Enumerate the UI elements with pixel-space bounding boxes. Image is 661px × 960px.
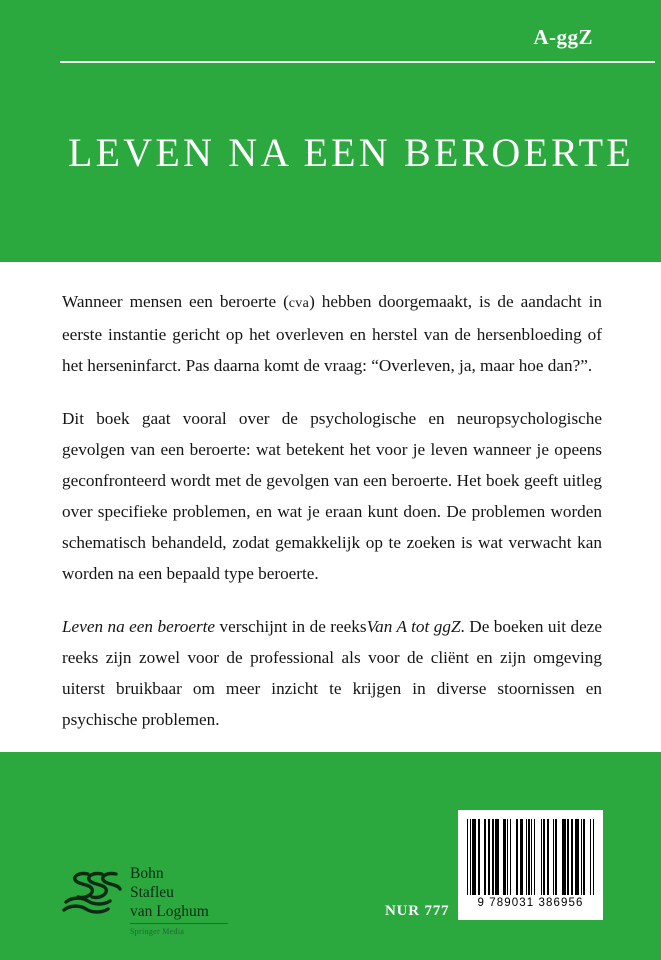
blurb-text-block <box>62 286 602 735</box>
blurb-p3-book-title: Leven na een beroerte <box>62 617 216 636</box>
series-label: A-ggZ <box>533 25 593 49</box>
blurb-paragraph-1 <box>62 286 602 381</box>
nur-code: NUR 777 <box>385 903 450 919</box>
publisher-name-line-3: van Loghum <box>130 903 209 920</box>
blurb-p1-part-b: ) hebben doorgemaakt, is de aandacht in eerste instantie gericht op het overleven en herstel van de hersenbloeding of het herseninfarct. Pas daarna komt de vraag: “Overleven, ja, maar hoe dan?”. <box>62 292 602 375</box>
blurb-p3-series-name: Van A tot ggZ <box>366 617 461 636</box>
blurb-p1-part-a: Wanneer mensen een beroerte ( <box>62 292 289 311</box>
publisher-name-line-2: Stafleu <box>130 884 174 901</box>
barcode-bars <box>467 819 594 895</box>
footer-area <box>0 752 661 960</box>
blurb-paragraph-3 <box>62 611 602 735</box>
publisher-name-line-1: Bohn <box>130 865 164 882</box>
publisher-name <box>130 864 240 921</box>
title-area <box>0 130 661 200</box>
header-divider-rule <box>60 61 655 63</box>
blurb-p1-abbreviation: cva <box>288 296 310 311</box>
blurb-paragraph-2 <box>62 403 602 589</box>
bohn-stafleu-wave-icon <box>58 866 122 918</box>
blurb-panel <box>0 262 661 752</box>
header-band <box>0 0 661 76</box>
blurb-p3-part-a: verschijnt in de reeks <box>215 617 367 636</box>
barcode-digits: 9 789031 386956 <box>477 897 584 909</box>
blurb-p3-part-b: . De boeken uit deze reeks zijn zowel voor de professional als voor de cliënt en zijn omgeving uiterst bruikbaar om meer inzicht te krijgen in diverse stoornissen en psychische problemen. <box>62 617 602 729</box>
blurb-p2-text: Dit boek gaat vooral over de psychologische en neuropsychologische gevolgen van een beroerte: wat betekent het voor je leven wanneer je opeens geconfronteerd wordt met de gevolgen van een beroerte. Het boek geeft uitleg over specifieke problemen, en wat je eraan kunt doen. De problemen worden schematisch behandeld, zodat gemakkelijk op te zoeken is wat verwacht kan worden na een bepaald type beroerte. <box>62 409 602 583</box>
publisher-logo <box>58 864 238 944</box>
page-title: LEVEN NA EEN BEROERTE <box>68 130 634 175</box>
publisher-divider <box>130 923 228 924</box>
publisher-subtitle: Springer Media <box>130 927 185 936</box>
isbn-barcode <box>458 810 603 920</box>
